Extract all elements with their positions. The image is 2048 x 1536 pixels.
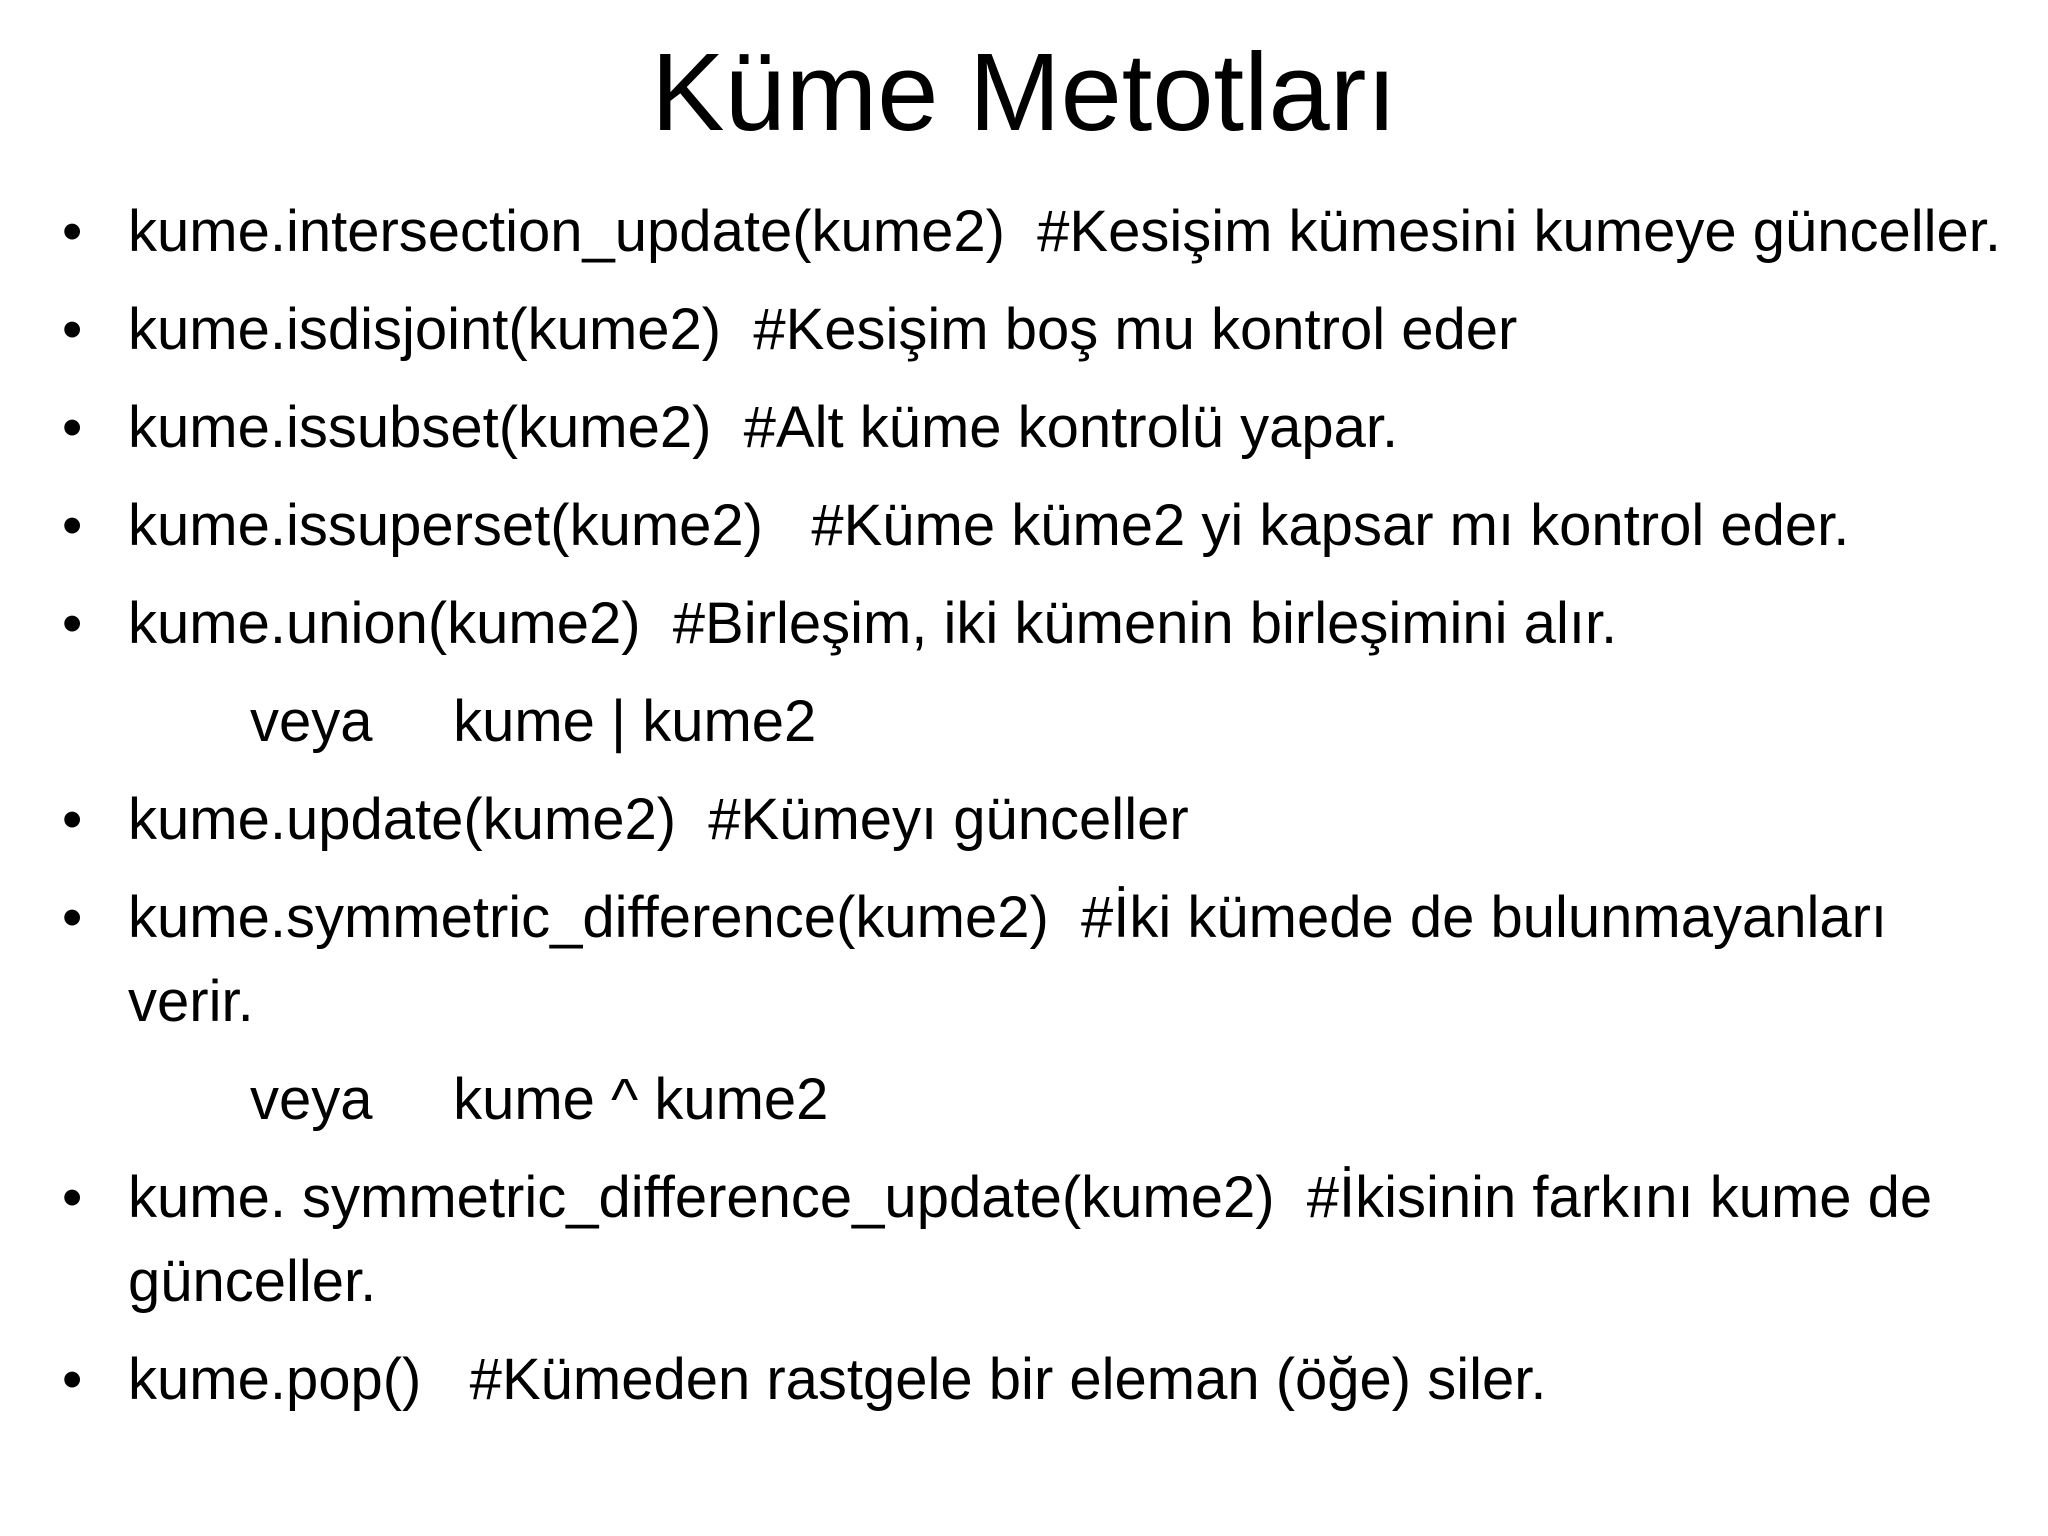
list-item-text: kume.intersection_update(kume2) #Kesişim kümesini kumeye günceller. bbox=[128, 199, 2001, 264]
list-item bbox=[0, 1338, 2048, 1422]
list-item bbox=[0, 778, 2048, 862]
list-item-text: kume.update(kume2) #Kümeyı günceller bbox=[128, 787, 1189, 852]
list-item-text: kume.isdisjoint(kume2) #Kesişim boş mu kontrol eder bbox=[128, 297, 1518, 362]
list-item-text: kume.issubset(kume2) #Alt küme kontrolü yapar. bbox=[128, 395, 1399, 460]
list-item-text: kume. symmetric_difference_update(kume2) #İkisinin farkını kume de günceller. bbox=[128, 1165, 1949, 1314]
bullet-dot-icon: • bbox=[62, 395, 83, 460]
bullet-dot-icon: • bbox=[62, 493, 83, 558]
list-item-text: kume.union(kume2) #Birleşim, iki kümenin birleşimini alır. bbox=[128, 591, 1618, 656]
bullet-dot-icon: • bbox=[62, 885, 83, 950]
sub-line: veya kume | kume2 bbox=[250, 689, 817, 754]
bullet-dot-icon: • bbox=[62, 1165, 83, 1230]
sub-line: veya kume ^ kume2 bbox=[250, 1067, 829, 1132]
bullet-list bbox=[0, 190, 2048, 1436]
bullet-dot-icon: • bbox=[62, 591, 83, 656]
list-item bbox=[0, 386, 2048, 470]
list-item bbox=[0, 484, 2048, 568]
slide-title: Küme Metotları bbox=[651, 31, 1397, 154]
list-item bbox=[0, 1156, 2048, 1324]
bullet-dot-icon: • bbox=[62, 199, 83, 264]
list-item-text: kume.symmetric_difference(kume2) #İki kümede de bulunmayanları verir. bbox=[128, 885, 1904, 1034]
list-item bbox=[0, 190, 2048, 274]
list-item-text: kume.pop() #Kümeden rastgele bir eleman (öğe) siler. bbox=[128, 1347, 1547, 1412]
list-item bbox=[0, 876, 2048, 1044]
list-item bbox=[0, 582, 2048, 666]
bullet-dot-icon: • bbox=[62, 787, 83, 852]
list-item-text: kume.issuperset(kume2) #Küme küme2 yi kapsar mı kontrol eder. bbox=[128, 493, 1850, 558]
bullet-dot-icon: • bbox=[62, 1347, 83, 1412]
list-item bbox=[0, 288, 2048, 372]
bullet-dot-icon: • bbox=[62, 297, 83, 362]
